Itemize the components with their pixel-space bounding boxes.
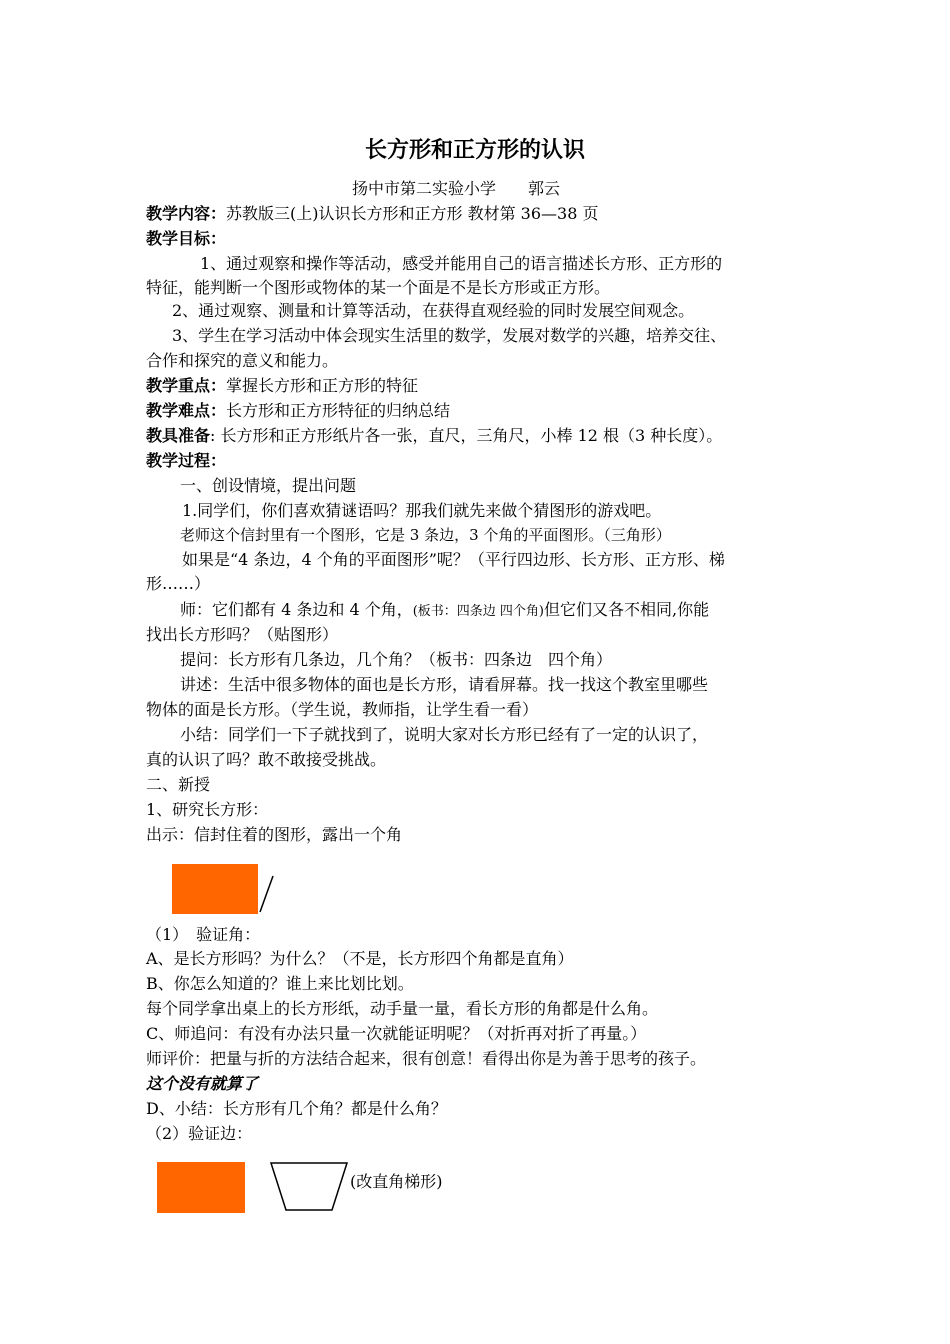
goal-line: 3、学生在学习活动中体会现实生活里的数学，发展对数学的兴趣，培养交往、 xyxy=(172,326,727,345)
teaching-content-text: 苏教版三(上)认识长方形和正方形 教材第 36—38 页 xyxy=(226,204,599,223)
process-paragraph: 找出长方形吗？（贴图形） xyxy=(146,625,339,644)
tools-label: 教具准备 xyxy=(146,426,211,445)
trapezoid-caption: (改直角梯形) xyxy=(350,1172,443,1191)
process-text: 师：它们都有 4 条边和 4 个角， xyxy=(180,600,413,619)
page-title: 长方形和正方形的认识 xyxy=(364,137,585,163)
process-paragraph: 提问：长方形有几条边，几个角？（板书：四条边 四个角） xyxy=(180,650,613,669)
process-paragraph: B、你怎么知道的？谁上来比划比划。 xyxy=(146,974,414,993)
orange-rectangle xyxy=(157,1162,245,1213)
key-point-text: 掌握长方形和正方形的特征 xyxy=(226,376,419,395)
verify-angle-title: （1） 验证角： xyxy=(146,925,261,944)
process-paragraph: 1.同学们，你们喜欢猜谜语吗？那我们就先来做个猜图形的游戏吧。 xyxy=(182,501,662,520)
process-label: 教学过程： xyxy=(146,451,227,470)
section-2-title: 二、新授 xyxy=(146,775,211,794)
process-paragraph: 小结：同学们一下子就找到了，说明大家对长方形已经有了一定的认识了， xyxy=(180,725,709,744)
teaching-content-label: 教学内容： xyxy=(146,204,227,223)
process-paragraph: 出示：信封住着的图形，露出一个角 xyxy=(146,825,403,844)
teaching-content xyxy=(146,203,598,225)
process-paragraph: 老师这个信封里有一个图形，它是 3 条边，3 个角的平面图形。（三角形） xyxy=(180,526,671,544)
tools-text: : 长方形和正方形纸片各一张，直尺，三角尺，小棒 12 根（3 种长度）。 xyxy=(210,426,723,445)
goal-line: 2、通过观察、测量和计算等活动，在获得直观经验的同时发展空间观念。 xyxy=(172,301,695,320)
author-line: 扬中市第二实验小学 郭云 xyxy=(352,179,561,198)
process-paragraph: 讲述：生活中很多物体的面也是长方形，请看屏幕。找一找这个教室里哪些 xyxy=(180,675,709,694)
process-paragraph: 形……） xyxy=(146,574,211,593)
difficulty-text: 长方形和正方形特征的归纳总结 xyxy=(226,401,451,420)
goal-line: 特征，能判断一个图形或物体的某一个面是不是长方形或正方形。 xyxy=(146,278,611,297)
process-paragraph: 师评价：把量与折的方法结合起来，很有创意！看得出你是为善于思考的孩子。 xyxy=(146,1049,707,1068)
handwritten-note: 这个没有就算了 xyxy=(146,1074,259,1093)
key-point xyxy=(146,375,418,397)
orange-rectangle xyxy=(172,864,258,914)
key-point-label: 教学重点： xyxy=(146,376,227,395)
process-paragraph: 物体的面是长方形。（学生说，教师指，让学生看一看） xyxy=(146,700,539,719)
process-paragraph: 真的认识了吗？敢不敢接受挑战。 xyxy=(146,750,387,769)
process-paragraph: C、师追问：有没有办法只量一次就能证明呢？（对折再对折了再量。） xyxy=(146,1024,647,1043)
goal-line: 1、通过观察和操作等活动，感受并能用自己的语言描述长方形、正方形的 xyxy=(200,254,723,273)
tools xyxy=(146,425,722,447)
subsection-title: 1、研究长方形： xyxy=(146,800,269,819)
process-paragraph: 每个同学拿出桌上的长方形纸，动手量一量，看长方形的角都是什么角。 xyxy=(146,999,659,1018)
goals-label: 教学目标： xyxy=(146,229,227,248)
trapezoid-shape xyxy=(270,1162,350,1212)
section-1-title: 一、创设情境，提出问题 xyxy=(180,476,357,495)
verify-side-title: （2）验证边： xyxy=(146,1124,253,1143)
corner-shape-edge xyxy=(258,868,278,914)
blackboard-note: (板书：四条边 四个角) xyxy=(412,604,544,619)
process-paragraph: D、小结：长方形有几个角？都是什么角？ xyxy=(146,1099,447,1118)
process-paragraph: A、是长方形吗？为什么？（不是，长方形四个角都是直角） xyxy=(146,949,574,968)
goal-line: 合作和探究的意义和能力。 xyxy=(146,351,339,370)
difficulty xyxy=(146,400,450,422)
process-text: 但它们又各不相同,你能 xyxy=(544,600,710,619)
process-paragraph: 如果是“4 条边，4 个角的平面图形”呢？（平行四边形、长方形、正方形、梯 xyxy=(182,550,725,569)
difficulty-label: 教学难点： xyxy=(146,401,227,420)
process-paragraph xyxy=(180,599,709,623)
